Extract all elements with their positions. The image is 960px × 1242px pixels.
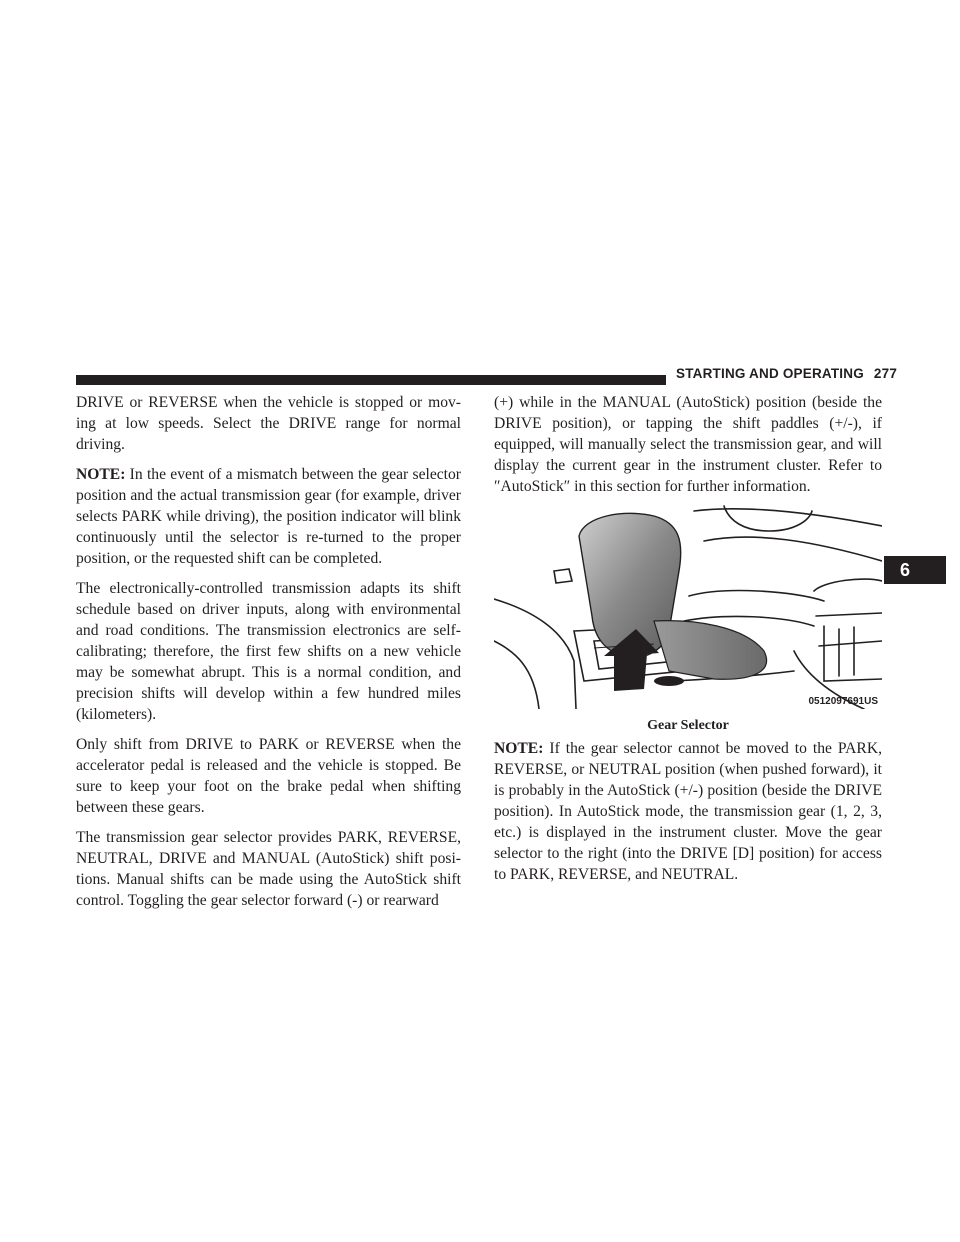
note-text: If the gear selector cannot be moved to the PARK, REVERSE, or NEUTRAL position (when pushed forward), it is probably in the AutoStick (+/-) position (beside the DRIVE position). In AutoStick mode, the transmission gear (1, 2, 3, etc.) is displayed in the instrument cluster. Move the gear selector to the right (into the DRIVE [D] position) for access to PARK, REVERSE, and NEUTRAL. — [494, 740, 882, 883]
header-rule — [76, 375, 666, 385]
paragraph: (+) while in the MANUAL (AutoStick) position (beside the DRIVE position), or tapping the shift paddles (+/-), if equipped, will manually select the transmission gear, and will display the current gear in the instrument cluster. Refer to ″AutoStick″ in this section for further information. — [494, 394, 882, 495]
note-text: In the event of a mismatch between the gear selector position and the actual transmission gear (for example, driver selects PARK while driving), the position indicator will blink continuously until the selector is re-turned to the proper position, or the requested shift can be completed. — [76, 466, 461, 567]
note-label: NOTE: — [76, 466, 126, 483]
note-label: NOTE: — [494, 740, 544, 757]
figure-code: 0512097691US — [808, 696, 878, 707]
paragraph: DRIVE or REVERSE when the vehicle is stopped or mov-ing at low speeds. Select the DRIVE range for normal driving. — [76, 394, 461, 453]
section-title: STARTING AND OPERATING — [676, 366, 864, 381]
paragraph: The transmission gear selector provides PARK, REVERSE, NEUTRAL, DRIVE and MANUAL (AutoStick) shift posi-tions. Manual shifts can be made using the AutoStick shift control. Toggling the gear selector forward (-) or rearward — [76, 829, 461, 909]
right-column-bottom — [494, 738, 882, 894]
paragraph: Only shift from DRIVE to PARK or REVERSE when the accelerator pedal is released and the vehicle is stopped. Be sure to keep your foot on the brake pedal when shifting between these gears. — [76, 736, 461, 816]
note-paragraph — [76, 464, 461, 569]
running-header — [676, 366, 897, 381]
gear-selector-illustration — [494, 501, 882, 709]
paragraph: The electronically-controlled transmission adapts its shift schedule based on driver inputs, along with environmental and road conditions. The transmission electronics are self-calibrating; therefore, the first few shifts on a new vehicle may be somewhat abrupt. This is a normal condition, and precision shifts will develop within a few hundred miles (kilometers). — [76, 580, 461, 723]
page-number: 277 — [873, 366, 898, 381]
chapter-tab: 6 — [884, 556, 946, 584]
gear-selector-drawing — [494, 501, 882, 709]
figure-caption: Gear Selector — [647, 718, 729, 733]
left-column — [76, 392, 461, 920]
right-column-top — [494, 392, 882, 506]
note-paragraph — [494, 738, 882, 885]
